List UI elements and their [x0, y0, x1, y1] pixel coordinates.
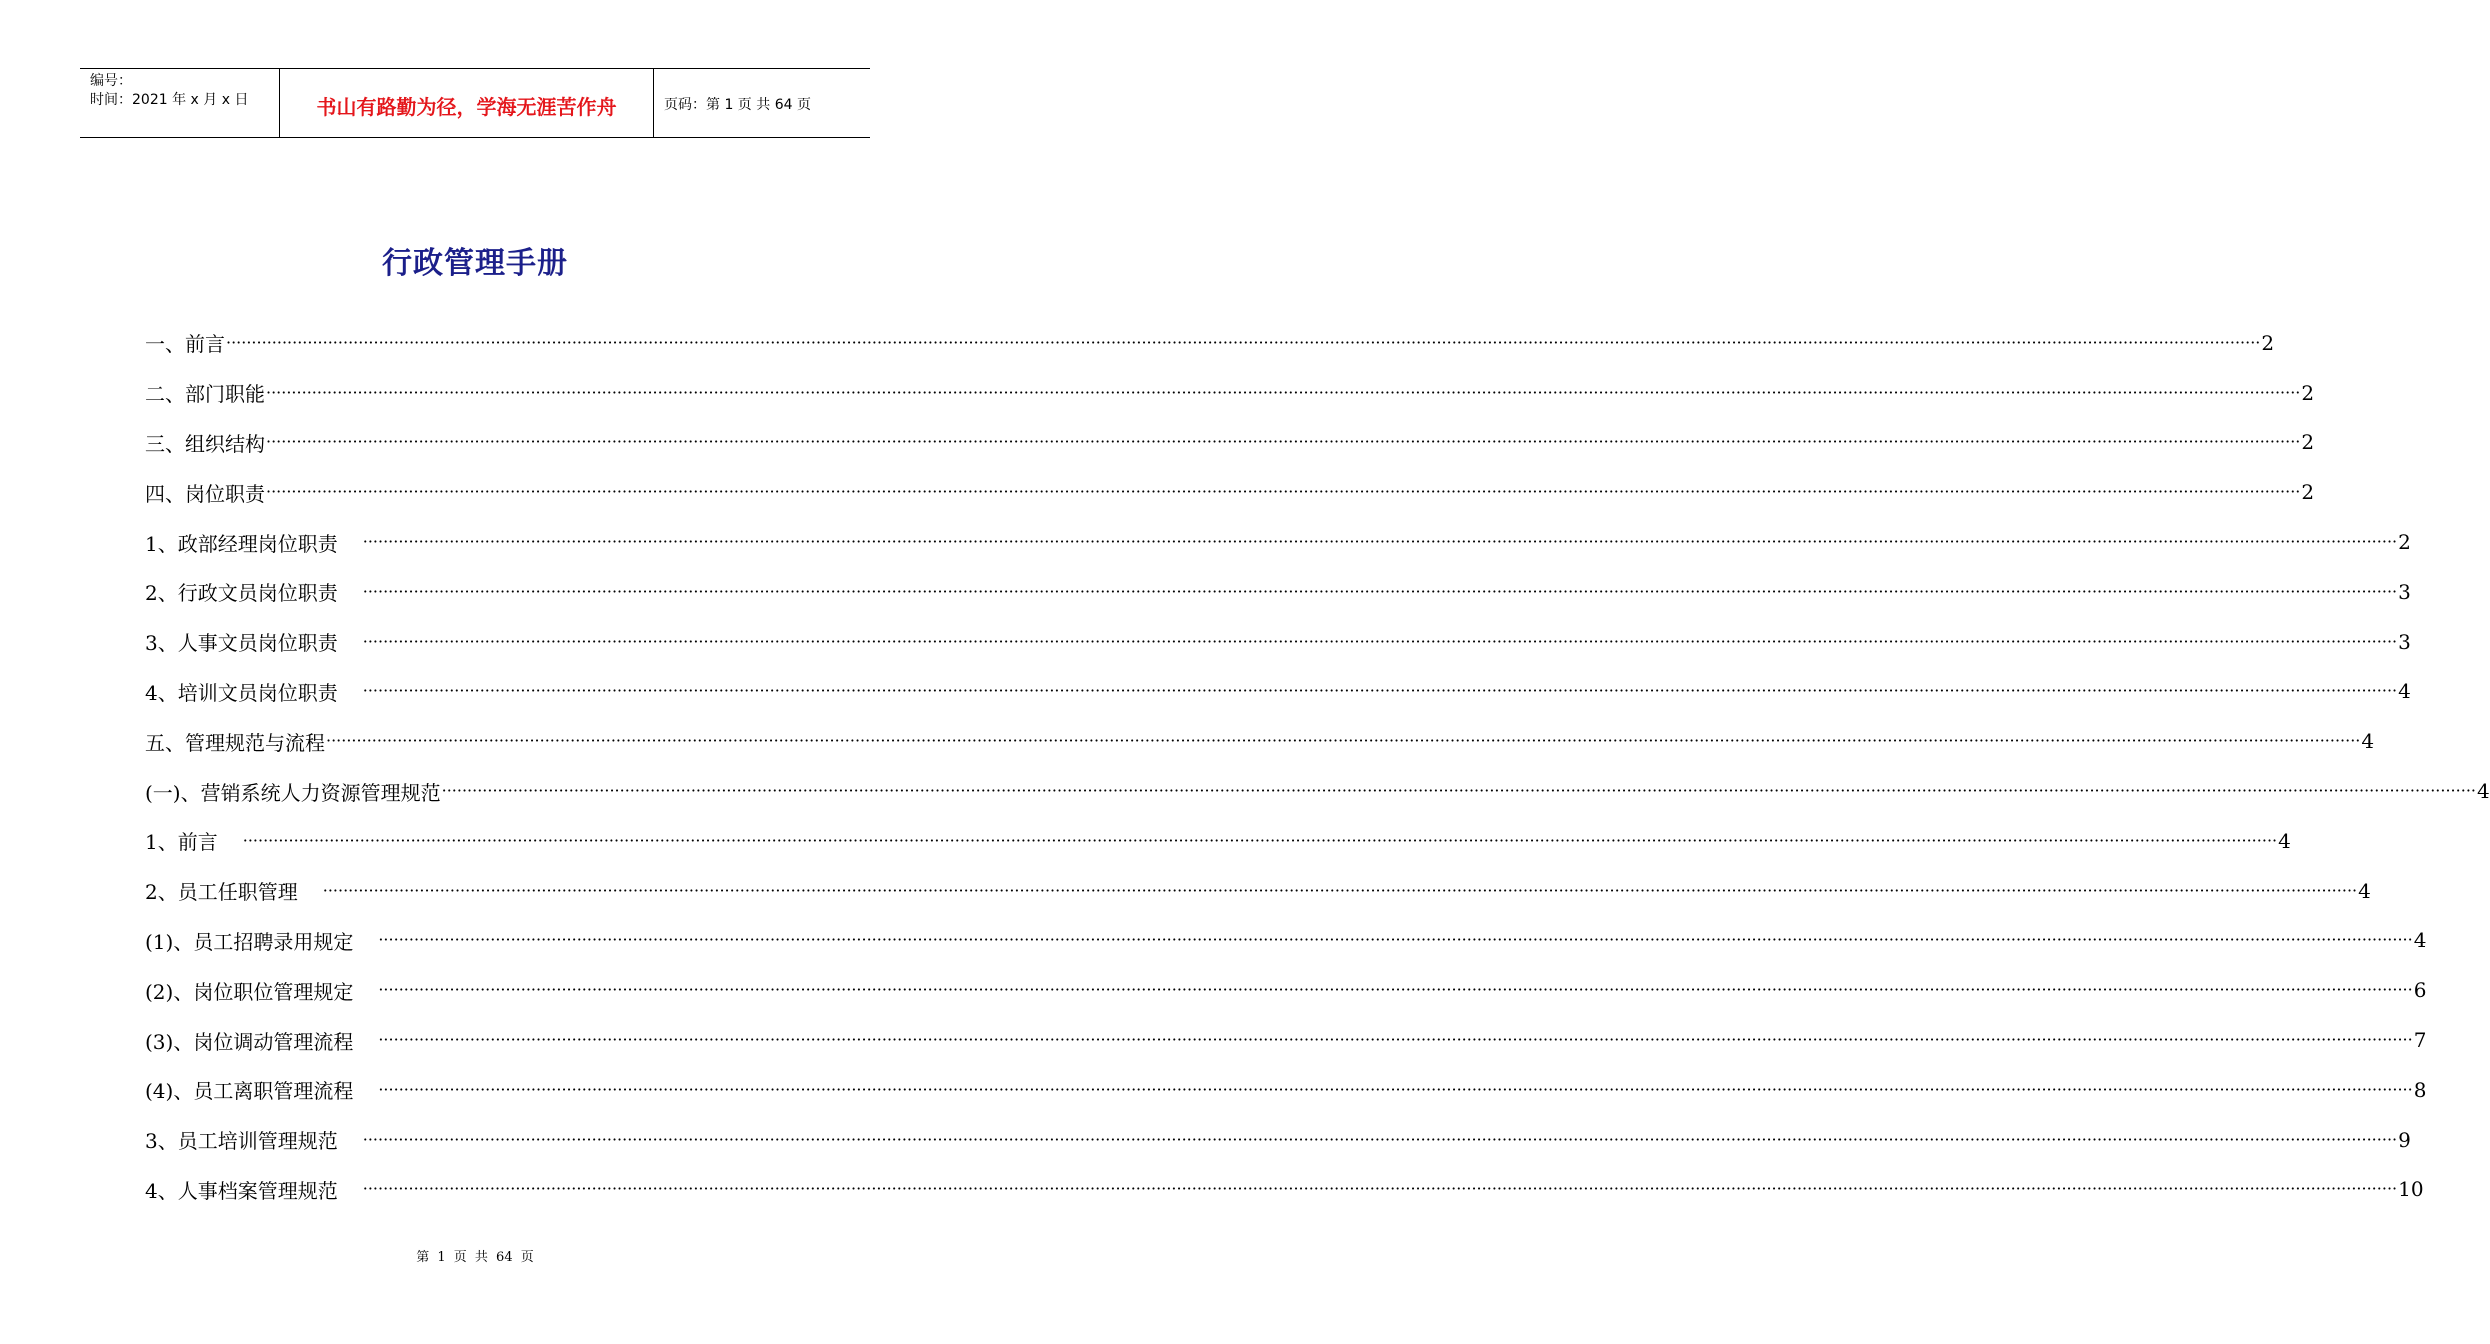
toc-entry-page: 7: [2413, 1028, 2427, 1053]
toc-entry-page: 6: [2413, 978, 2427, 1003]
toc-entry-label: 1、前言: [145, 830, 218, 855]
toc-entry-leader: ················································································································································································································································································································································································································: [266, 382, 2301, 402]
toc-entry-page: 4: [2476, 779, 2490, 804]
toc-entry-page: 3: [2398, 629, 2411, 654]
toc-entry[interactable]: [145, 418, 2315, 468]
toc-entry-page: 2: [2301, 430, 2315, 455]
toc-entry-leader: ················································································································································································································································································································································································································: [378, 1030, 2413, 1050]
toc-entry-page: 3: [2398, 579, 2411, 604]
toc-entry-leader: ················································································································································································································································································································································································································: [362, 532, 2398, 552]
toc-entry[interactable]: [145, 517, 2411, 567]
toc-entry-page: 2: [2301, 480, 2315, 505]
toc-entry-label: 3、人事文员岗位职责: [145, 631, 338, 656]
toc-entry[interactable]: [145, 1165, 2424, 1215]
header-page-info: 页码：第 1 页 共 64 页: [664, 97, 811, 113]
toc-entry-leader: ················································································································································································································································································································································································································: [362, 681, 2398, 701]
toc-entry-leader: ················································································································································································································································································································································································································: [326, 731, 2361, 751]
toc-entry-page: 2: [2301, 380, 2315, 405]
toc-entry-page: 8: [2413, 1077, 2427, 1102]
toc-entry-page: 2: [2398, 530, 2411, 555]
toc-entry[interactable]: [145, 816, 2291, 866]
toc-entry-label: (2)、岗位职位管理规定: [145, 979, 354, 1004]
toc-entry[interactable]: [145, 716, 2375, 766]
toc-entry[interactable]: [145, 965, 2427, 1015]
toc-entry-leader: ················································································································································································································································································································································································································: [362, 1179, 2398, 1199]
toc-entry-label: (3)、岗位调动管理流程: [145, 1029, 354, 1054]
toc-entry-label: 4、人事档案管理规范: [145, 1178, 338, 1203]
toc-entry[interactable]: [145, 667, 2411, 717]
toc-entry-leader: ················································································································································································································································································································································································································: [322, 880, 2358, 900]
toc-entry[interactable]: [145, 766, 2490, 816]
toc-entry-leader: ················································································································································································································································································································································································································: [362, 581, 2398, 601]
toc-entry-label: 四、岗位职责: [145, 481, 265, 506]
toc-entry-leader: ················································································································································································································································································································································································································: [378, 980, 2413, 1000]
toc-entry-label: 2、行政文员岗位职责: [145, 581, 338, 606]
page-header: [80, 68, 870, 138]
toc-entry-leader: ················································································································································································································································································································································································································: [362, 1129, 2398, 1149]
toc-entry-label: 2、员工任职管理: [145, 880, 298, 905]
toc-entry-leader: ················································································································································································································································································································································································································: [242, 830, 2278, 850]
toc-entry-label: 4、培训文员岗位职责: [145, 680, 338, 705]
toc-entry[interactable]: [145, 318, 2275, 368]
toc-entry-label: 1、政部经理岗位职责: [145, 531, 338, 556]
toc-entry[interactable]: [145, 1065, 2427, 1115]
toc-entry-page: 4: [2413, 928, 2427, 953]
header-number: 编号：: [90, 73, 132, 89]
toc-entry-label: 三、组织结构: [145, 431, 265, 456]
header-time: 时间：2021 年 x 月 x 日: [90, 92, 249, 108]
header-meta: [80, 69, 280, 137]
toc-entry-label: 一、前言: [145, 332, 225, 357]
toc-entry[interactable]: [145, 368, 2315, 418]
toc-entry-page: 4: [2278, 828, 2291, 853]
toc-entry[interactable]: [145, 916, 2427, 966]
toc-entry[interactable]: [145, 567, 2411, 617]
toc-entry-leader: ················································································································································································································································································································································································································: [266, 482, 2301, 502]
toc-entry[interactable]: [145, 467, 2315, 517]
toc-entry-label: (1)、员工招聘录用规定: [145, 929, 354, 954]
toc-entry-leader: ················································································································································································································································································································································································································: [362, 631, 2398, 651]
toc-entry-leader: ················································································································································································································································································································································································································: [266, 432, 2301, 452]
toc-entry-page: 4: [2358, 878, 2371, 903]
toc-entry-page: 2: [2261, 330, 2275, 355]
page-footer: 第 1 页 共 64 页: [416, 1250, 534, 1265]
toc-entry-label: (一)、营销系统人力资源管理规范: [145, 780, 441, 805]
toc-entry-label: 二、部门职能: [145, 382, 265, 407]
toc-entry-leader: ················································································································································································································································································································································································································: [378, 1079, 2413, 1099]
toc-entry-page: 9: [2398, 1127, 2411, 1152]
toc-entry-leader: ················································································································································································································································································································································································································: [226, 332, 2261, 352]
toc-entry-page: 4: [2398, 679, 2411, 704]
table-of-contents: [145, 318, 2490, 1214]
toc-entry[interactable]: [145, 866, 2371, 916]
toc-entry[interactable]: [145, 617, 2411, 667]
toc-entry-label: 五、管理规范与流程: [145, 730, 325, 755]
toc-entry-leader: ················································································································································································································································································································································································································: [378, 930, 2413, 950]
toc-entry-page: 10: [2398, 1177, 2424, 1202]
toc-entry[interactable]: [145, 1115, 2411, 1165]
toc-entry-page: 4: [2361, 729, 2375, 754]
document-title: 行政管理手册: [382, 246, 568, 281]
toc-entry-label: (4)、员工离职管理流程: [145, 1079, 354, 1104]
header-motto: 书山有路勤为径，学海无涯苦作舟: [280, 69, 654, 137]
toc-entry[interactable]: [145, 1015, 2427, 1065]
toc-entry-label: 3、员工培训管理规范: [145, 1129, 338, 1154]
toc-entry-leader: ················································································································································································································································································································································································································: [441, 781, 2476, 801]
